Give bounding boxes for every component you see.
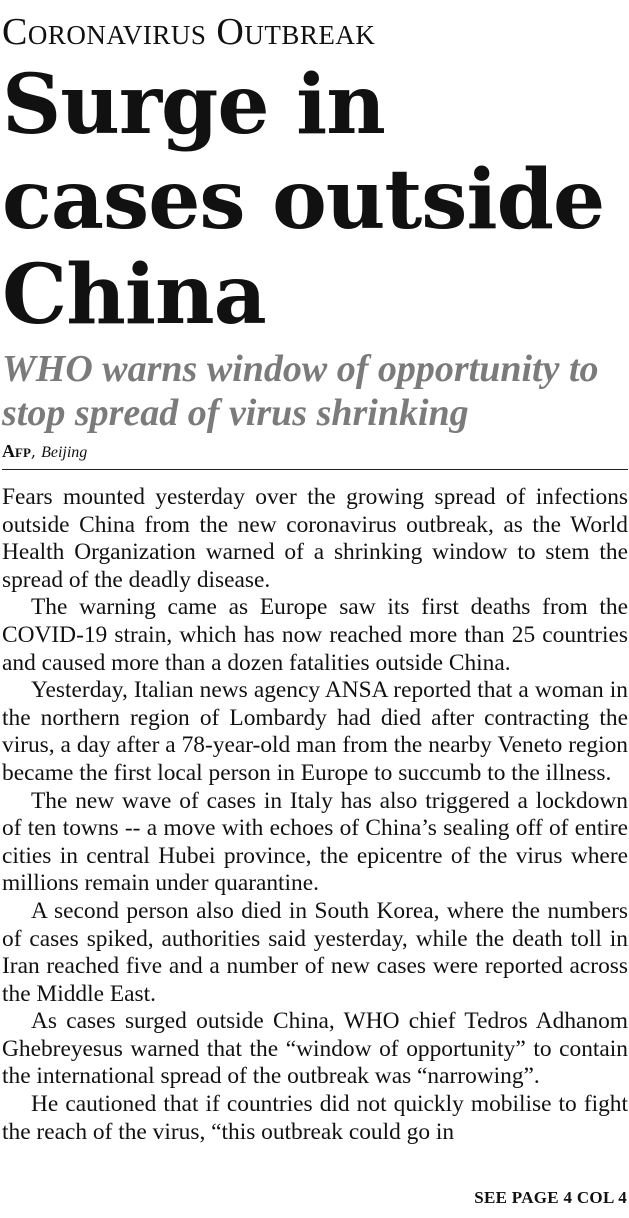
dateline [2,441,628,470]
news-agency: Afp [2,441,31,461]
paragraph: The new wave of cases in Italy has also triggered a lockdown of ten towns -- a move with echoes of China’s sealing off of entire cities in central Hubei province, the epicentre of the virus where millions remain under quarantine. [2,787,628,897]
dateline-separator: , [30,442,42,461]
continuation-reference: SEE PAGE 4 COL 4 [474,1188,627,1207]
paragraph: He cautioned that if countries did not quickly mobilise to fight the reach of the virus, “this outbreak could go in [2,1091,628,1145]
paragraph: Yesterday, Italian news agency ANSA reported that a woman in the northern region of Lombardy had died after contracting the virus, a day after a 78-year-old man from the nearby Veneto region became the first local person in Europe to succumb to the illness. [2,677,628,786]
section-kicker: Coronavirus Outbreak [2,11,376,53]
paragraph: Fears mounted yesterday over the growing spread of infections outside China from the new coronavirus outbreak, as the World Health Organization warned of a shrinking window to stem the spread of the deadly disease. [2,484,628,593]
article-body [2,484,628,1146]
paragraph: The warning came as Europe saw its first deaths from the COVID-19 strain, which has now reached more than 25 countries and caused more than a dozen fatalities outside China. [2,594,628,676]
paragraph: A second person also died in South Korea, where the numbers of cases spiked, authorities said yesterday, while the death toll in Iran reached five and a number of new cases were reported across the Middle East. [2,897,628,1007]
paragraph: As cases surged outside China, WHO chief Tedros Adhanom Ghebreyesus warned that the “window of opportunity” to contain the international spread of the outbreak was “narrowing”. [2,1008,628,1090]
dateline-location: Beijing [41,444,88,461]
headline: Surge in cases outside China [2,57,605,343]
subheadline: WHO warns window of opportunity to stop spread of virus shrinking [2,348,599,434]
